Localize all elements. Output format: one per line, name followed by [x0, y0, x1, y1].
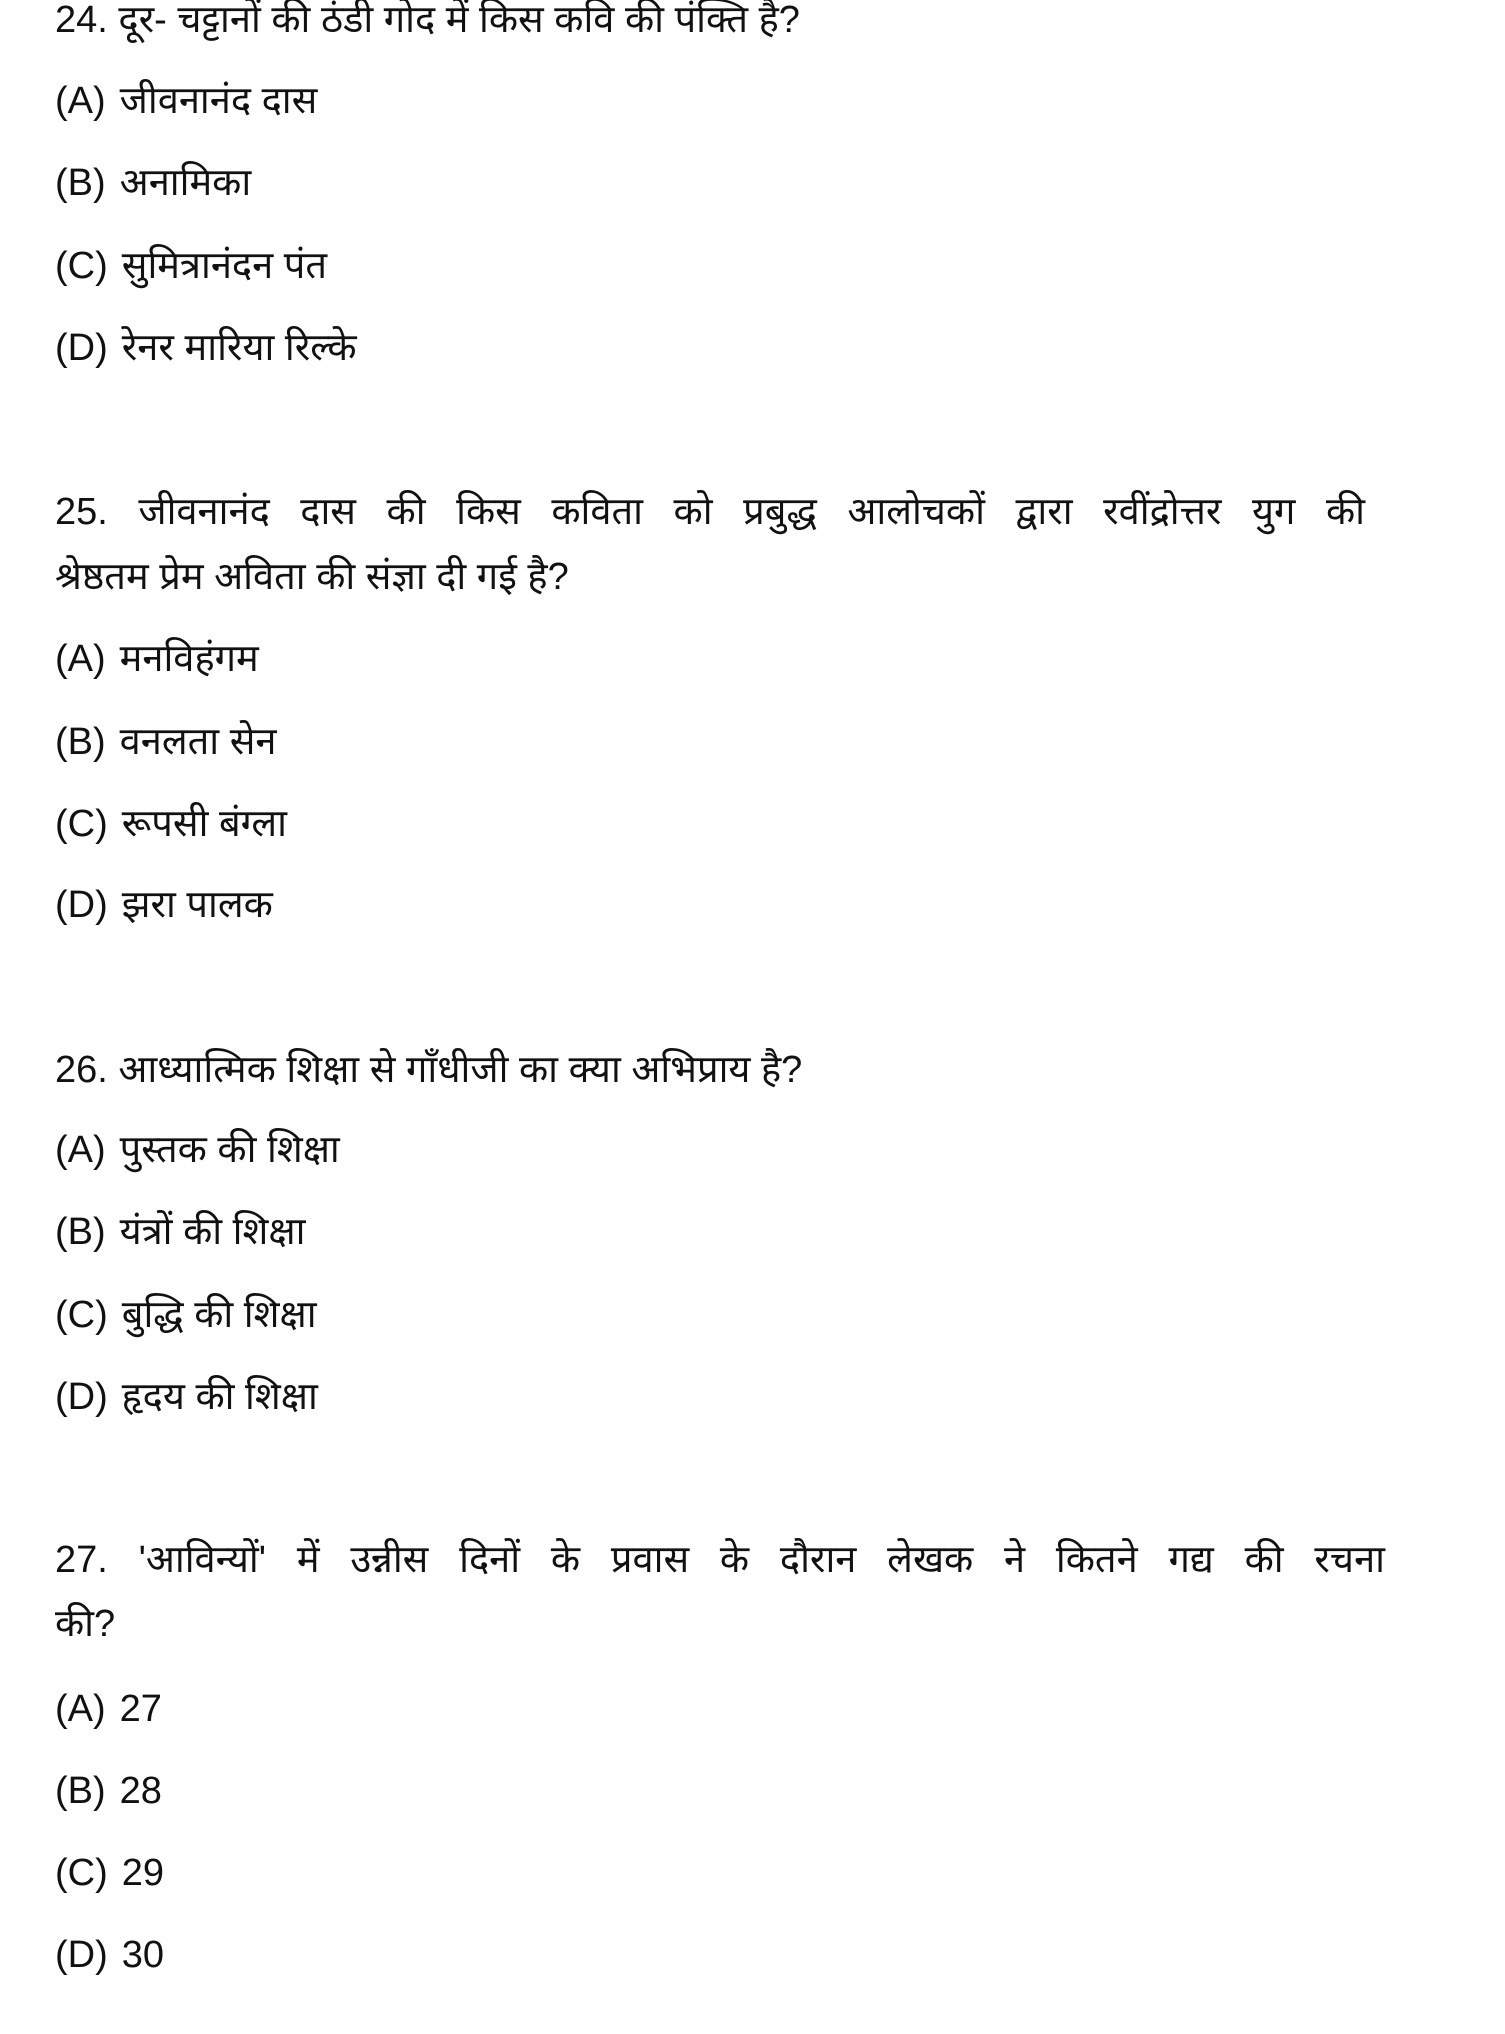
question-number: 27. — [55, 1539, 108, 1581]
option-text: जीवनानंद दास — [119, 80, 318, 122]
option-text: सुमित्रानंदन पंत — [121, 245, 327, 287]
option-text: वनलता सेन — [119, 721, 277, 763]
question-27-text-line2: की? — [55, 1603, 116, 1645]
option-text: पुस्तक की शिक्षा — [119, 1129, 340, 1171]
option-text: झरा पालक — [121, 884, 273, 926]
option-label: (B) — [55, 1211, 106, 1253]
option-text: बुद्धि की शिक्षा — [121, 1294, 317, 1336]
question-number: 25. — [55, 491, 108, 533]
option-label: (B) — [55, 1770, 106, 1812]
option-label: (C) — [55, 1852, 108, 1894]
option-text: हृदय की शिक्षा — [121, 1376, 318, 1418]
option-label: (D) — [55, 1934, 108, 1976]
option-label: (C) — [55, 245, 108, 287]
q26-option-b — [55, 1208, 305, 1256]
question-27-text — [55, 1536, 1385, 1584]
option-label: (A) — [55, 1688, 106, 1730]
option-label: (D) — [55, 884, 108, 926]
question-line: आध्यात्मिक शिक्षा से गाँधीजी का क्या अभिप्राय है? — [118, 1049, 803, 1091]
option-label: (B) — [55, 721, 106, 763]
q24-option-c — [55, 242, 327, 290]
q27-option-d — [55, 1931, 164, 1979]
option-text: रेनर मारिया रिल्के — [121, 327, 357, 369]
option-label: (C) — [55, 1294, 108, 1336]
option-text: रूपसी बंग्ला — [121, 803, 287, 845]
q25-option-a — [55, 635, 259, 683]
q27-option-b — [55, 1767, 162, 1815]
q26-option-c — [55, 1291, 317, 1339]
q25-option-b — [55, 718, 276, 766]
question-line: जीवनानंद दास की किस कविता को प्रबुद्ध आलोचकों द्वारा रवींद्रोत्तर युग की — [138, 491, 1365, 533]
question-26-text — [55, 1046, 802, 1094]
question-line: दूर- चट्टानों की ठंडी गोद में किस कवि की पंक्ति है? — [118, 0, 800, 41]
option-text: यंत्रों की शिक्षा — [119, 1211, 306, 1253]
q24-option-a — [55, 77, 317, 125]
option-text: मनविहंगम — [119, 638, 259, 680]
question-line: 'आविन्यों' में उन्नीस दिनों के प्रवास के दौरान लेखक ने कितने गद्य की रचना — [138, 1539, 1385, 1581]
option-label: (D) — [55, 1376, 108, 1418]
question-24-text — [55, 0, 800, 44]
option-label: (A) — [55, 638, 106, 680]
question-25-text — [55, 488, 1365, 536]
q26-option-a — [55, 1126, 340, 1174]
option-text: 28 — [119, 1770, 162, 1812]
option-label: (A) — [55, 1129, 106, 1171]
option-label: (B) — [55, 162, 106, 204]
option-text: अनामिका — [119, 162, 252, 204]
option-text: 27 — [119, 1688, 162, 1730]
q26-option-d — [55, 1373, 318, 1421]
option-label: (C) — [55, 803, 108, 845]
q27-option-a — [55, 1685, 162, 1733]
q24-option-d — [55, 324, 357, 372]
q25-option-c — [55, 800, 287, 848]
option-text: 29 — [121, 1852, 165, 1894]
q24-option-b — [55, 159, 251, 207]
q27-option-c — [55, 1849, 164, 1897]
question-number: 24. — [55, 0, 108, 41]
question-number: 26. — [55, 1049, 108, 1091]
option-text: 30 — [121, 1934, 165, 1976]
option-label: (A) — [55, 80, 106, 122]
question-25-text-line2: श्रेष्ठतम प्रेम अविता की संज्ञा दी गई है? — [55, 556, 569, 598]
q25-option-d — [55, 881, 273, 929]
option-label: (D) — [55, 327, 108, 369]
